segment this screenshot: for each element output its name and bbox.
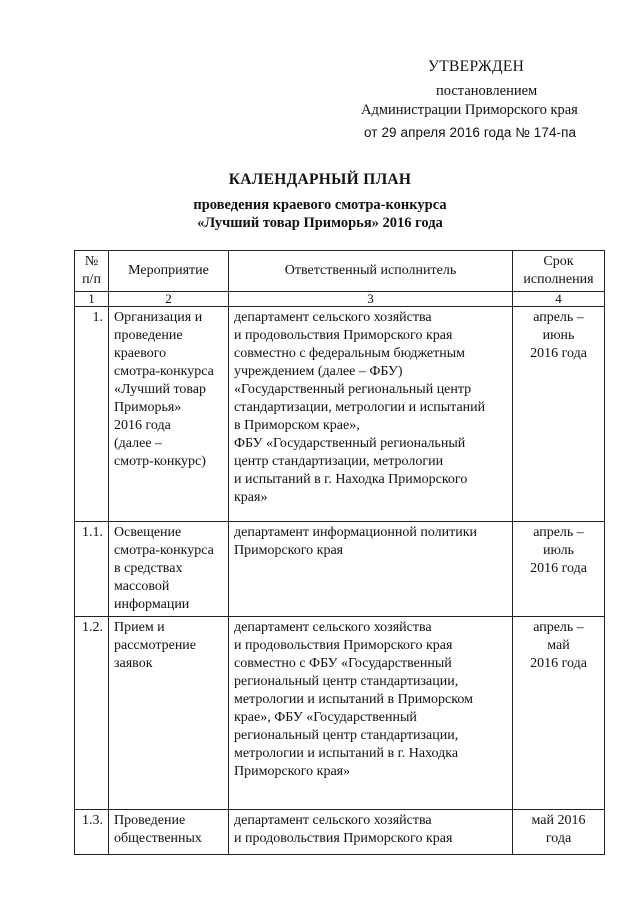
row-num: 1. (75, 307, 109, 522)
row-num: 1.1. (75, 522, 109, 617)
resolution-label: постановлением (436, 83, 538, 99)
document-title: КАЛЕНДАРНЫЙ ПЛАН (228, 171, 412, 188)
row-term: апрель – июль 2016 года (513, 522, 605, 617)
row-event: Проведение общественных (109, 810, 229, 855)
row-term: апрель – июнь 2016 года (513, 307, 605, 522)
row-executor: департамент информационной политики Приморского края (229, 522, 513, 617)
table-row (75, 522, 605, 617)
column-number: 4 (513, 292, 605, 307)
resolution-date-number: от 29 апреля 2016 года № 174-па (364, 125, 577, 140)
row-executor: департамент сельского хозяйства и продовольствия Приморского края совместно с ФБУ «Государственный региональный центр стандартизации, метрологии и испытаний в Приморском крае», ФБУ «Государственный региональный центр стандартизации, метрологии и испытаний в г. Находка Приморского края» (229, 617, 513, 810)
table-row (75, 810, 605, 855)
row-event: Прием и рассмотрение заявок (109, 617, 229, 810)
document-subtitle-line-1: проведения краевого смотра-конкурса (193, 197, 447, 213)
table-header-row (75, 251, 605, 292)
row-event: Организация и проведение краевого смотра-конкурса «Лучший товар Приморья» 2016 года (далее – смотр-конкурс) (109, 307, 229, 522)
row-term: апрель – май 2016 года (513, 617, 605, 810)
table-row (75, 307, 605, 522)
column-number: 3 (229, 292, 513, 307)
row-executor: департамент сельского хозяйства и продовольствия Приморского края (229, 810, 513, 855)
row-executor: департамент сельского хозяйства и продовольствия Приморского края совместно с федеральным бюджетным учреждением (далее – ФБУ) «Государственный региональный центр стандартизации, метрологии и испытаний в Приморском крае», ФБУ «Государственный региональный центр стандартизации, метрологии и испытаний в г. Находка Приморского края» (229, 307, 513, 522)
row-term: май 2016 года (513, 810, 605, 855)
column-number: 1 (75, 292, 109, 307)
calendar-plan-table (74, 250, 605, 855)
approved-heading: УТВЕРЖДЕН (428, 58, 525, 75)
table-row (75, 617, 605, 810)
approval-block (0, 0, 640, 150)
row-event: Освещение смотра-конкурса в средствах массовой информации (109, 522, 229, 617)
header-executor: Ответственный исполнитель (229, 251, 513, 292)
column-number-row (75, 292, 605, 307)
row-num: 1.2. (75, 617, 109, 810)
header-event: Мероприятие (109, 251, 229, 292)
authority-name: Администрации Приморского края (361, 102, 578, 118)
column-number: 2 (109, 292, 229, 307)
header-num: № п/п (75, 251, 109, 292)
header-term: Срок исполнения (513, 251, 605, 292)
row-num: 1.3. (75, 810, 109, 855)
document-subtitle-line-2: «Лучший товар Приморья» 2016 года (197, 215, 443, 231)
